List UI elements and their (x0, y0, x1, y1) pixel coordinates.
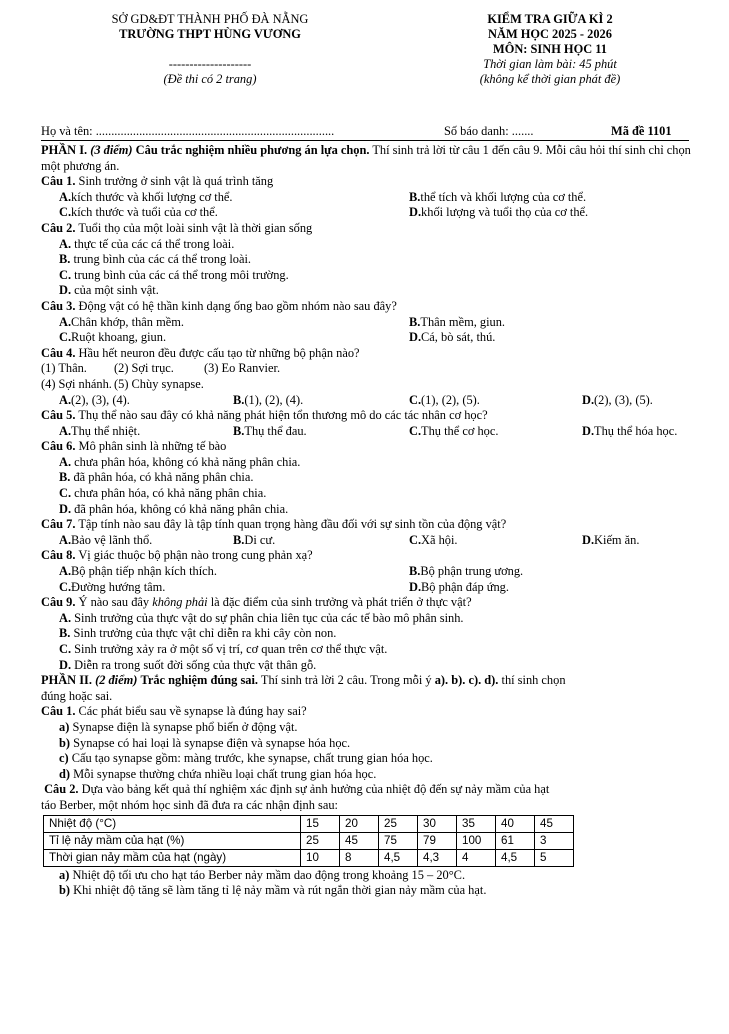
table-cell: 3 (535, 832, 574, 849)
pages-note: (Đề thi có 2 trang) (163, 72, 257, 86)
table-cell: 75 (379, 832, 418, 849)
question-1: Câu 1. Sinh trưởng ở sinh vật là quá trình tăng (41, 174, 274, 189)
table-cell: 100 (457, 832, 496, 849)
table-cell: 45 (535, 815, 574, 832)
question-6: Câu 6. Mô phân sinh là những tế bào (41, 439, 227, 454)
part2-heading: PHẦN II. (2 điểm) Trắc nghiệm đúng sai. Thí sinh trả lời 2 câu. Trong mỗi ý a). b). c). d). thí sinh chọn (41, 673, 566, 688)
table-cell: 35 (457, 815, 496, 832)
table-row (44, 815, 574, 832)
table-cell: 4,5 (496, 849, 535, 866)
exam-title: KIỂM TRA GIỮA KÌ 2 (487, 12, 613, 26)
table-row-label: Nhiệt độ (°C) (44, 815, 301, 832)
school-year: NĂM HỌC 2025 - 2026 (488, 27, 612, 41)
department-name: SỞ GD&ĐT THÀNH PHỐ ĐÀ NẴNG (111, 12, 309, 26)
table-cell: 15 (301, 815, 340, 832)
table-cell: 20 (340, 815, 379, 832)
germination-table (43, 815, 574, 867)
question-5: Câu 5. Thụ thể nào sau đây có khả năng phát hiện tổn thương mô do các tác nhân cơ học? (41, 408, 488, 423)
table-cell: 40 (496, 815, 535, 832)
dash-line: -------------------- (168, 57, 252, 71)
table-cell: 25 (301, 832, 340, 849)
exam-body: PHẦN I. (3 điểm) Câu trắc nghiệm nhiều phương án lựa chọn. Thí sinh trả lời từ câu 1 đến câu 9. Mỗi câu hỏi thí sinh chỉ chọn một phương án. Câu 1. Sinh trưởng ở sinh vật là quá trình tăng A. kích thước và khối lượng cơ thể. B. thể tích và khối lượng của cơ thể. C. kích thước và tuổi của cơ thể. D. khối lượng và tuổi thọ của cơ thể. Câu 2. Tuổi thọ của một loài sinh vật là thời gian sống A. thực tế của các cá thể trong loài. B. trung bình của các cá thể trong loài. C. trung bình của các cá thể trong môi trường. D. của một sinh vật. Câu 3. Động vật có hệ thần kinh dạng ống bao gồm nhóm nào sau đây? A. Chân khớp, thân mềm. B. Thân mềm, giun. C. Ruột khoang, giun. D. Cá, bò sát, thú. Câu 4. Hầu hết neuron đều được cấu tạo từ những bộ phận nào? (1) Thân. (2) Sợi trục. (3) Eo Ranvier. (4) Sợi nhánh. (5) Chùy synapse. A. (2), (3), (4). B. (1), (2), (4). C. (1), (2), (5). D. (2), (3), (5). Câu 5. Thụ thể nào sau đây có khả năng phát hiện tổn thương mô do các tác nhân cơ học? A. Thụ thể nhiệt. B. Thụ thể đau. C. Thụ thể cơ học. D. Thụ thể hóa học. Câu 6. Mô phân sinh là những tế bào A. chưa phân hóa, không có khả năng phân chia. B. đã phân hóa, có khả năng phân chia. C. chưa phân hóa, có khả năng phân chia. D. đã phân hóa, không có khả năng phân chia. Câu 7. Tập tính nào sau đây là tập tính quan trọng hàng đầu đối với sự sinh tồn của động vật? A. Bảo vệ lãnh thổ. B. Di cư. C. Xã hội. D. Kiếm ăn. Câu 8. Vị giác thuộc bộ phận nào trong cung phản xạ? A. Bộ phận tiếp nhận kích thích. B. Bộ phận trung ương. C. Đường hướng tâm. D. Bộ phận đáp ứng. Câu 9. Ý nào sau đây không phải là đặc điểm của sinh trưởng và phát triển ở thực vật? A. Sinh trưởng của thực vật do sự phân chia liên tục của các tế bào mô phân sinh. B. Sinh trưởng của thực vật chỉ diễn ra khi cây còn non. C. Sinh trưởng xảy ra ở một số vị trí, cơ quan trên cơ thể thực vật. D. Diễn ra trong suốt đời sống của thực vật thân gỗ. PHẦN II. (2 điểm) Trắc nghiệm đúng sai. Thí sinh trả lời 2 câu. Trong mỗi ý a). b). c). d). thí sinh chọn đúng hoặc sai. Câu 1. Các phát biểu sau về synapse là đúng hay sai? a) Synapse điện là synapse phổ biến ở động vật. b) Synapse có hai loại là synapse điện và synapse hóa học. c) Cấu tạo synapse gồm: màng trước, khe synapse, chất trung gian hóa học. d) Mỗi synapse thường chứa nhiều loại chất trung gian hóa học. Câu 2. Dựa vào bảng kết quả thí nghiệm xác định sự ảnh hưởng của nhiệt độ đến sự nảy mầm của hạt táo Berber, một nhóm học sinh đã đưa ra các nhận định sau: Nhiệt độ (°C) 15 20 25 30 35 40 45 Tỉ lệ nảy mầm của hạt (%) 25 45 75 79 100 61 3 Thời gian nảy mầm của hạt (ngày) 10 8 4,5 4,3 4 4,5 5 a) Nhiệt độ tối ưu cho hạt táo Berber nảy mầm dao động trong khoảng 15 – 20°C. b) Khi nhiệt độ tăng sẽ làm tăng tỉ lệ nảy mầm và rút ngắn thời gian nảy mầm của hạt. (41, 143, 691, 898)
question-1-options: A. kích thước và khối lượng cơ thể. B. thể tích và khối lượng của cơ thể. (59, 189, 587, 204)
time-note: (không kể thời gian phát đề) (479, 72, 621, 86)
table-row-label: Thời gian nảy mầm của hạt (ngày) (44, 849, 301, 866)
header-rule (41, 140, 689, 141)
table-cell: 4,5 (379, 849, 418, 866)
question-2: Câu 2. Tuổi thọ của một loài sinh vật là thời gian sống (41, 220, 313, 235)
part1-heading: PHẦN I. (3 điểm) Câu trắc nghiệm nhiều phương án lựa chọn. Thí sinh trả lời từ câu 1 đến câu 9. Mỗi câu hỏi thí sinh chỉ chọn một phương án. (41, 143, 691, 173)
header-right (420, 12, 680, 87)
part2-question-2: Câu 2. Dựa vào bảng kết quả thí nghiệm xác định sự ảnh hưởng của nhiệt độ đến sự nảy mầm của hạt (44, 782, 550, 797)
question-7: Câu 7. Tập tính nào sau đây là tập tính quan trọng hàng đầu đối với sự sinh tồn của động vật? (41, 517, 507, 532)
question-3: Câu 3. Động vật có hệ thần kinh dạng ống bao gồm nhóm nào sau đây? (41, 298, 397, 313)
student-id-field: Số báo danh: ....... (444, 124, 534, 138)
table-row (44, 832, 574, 849)
part2-question-1: Câu 1. Các phát biểu sau về synapse là đúng hay sai? (41, 704, 307, 719)
student-name-field: Họ và tên: ............................................................................. (41, 124, 335, 138)
subject: MÔN: SINH HỌC 11 (493, 42, 607, 56)
question-8: Câu 8. Vị giác thuộc bộ phận nào trong cung phản xạ? (41, 548, 313, 563)
question-4: Câu 4. Hầu hết neuron đều được cấu tạo từ những bộ phận nào? (41, 345, 360, 360)
table-cell: 25 (379, 815, 418, 832)
header-left (60, 12, 360, 87)
table-row (44, 849, 574, 866)
table-cell: 4 (457, 849, 496, 866)
table-cell: 8 (340, 849, 379, 866)
table-row-label: Tỉ lệ nảy mầm của hạt (%) (44, 832, 301, 849)
question-9: Câu 9. Ý nào sau đây không phải là đặc điểm của sinh trưởng và phát triển ở thực vật? (41, 595, 472, 610)
table-cell: 79 (418, 832, 457, 849)
table-cell: 30 (418, 815, 457, 832)
table-cell: 5 (535, 849, 574, 866)
table-cell: 45 (340, 832, 379, 849)
exam-code: Mã đề 1101 (611, 124, 672, 138)
table-cell: 4,3 (418, 849, 457, 866)
school-name: TRƯỜNG THPT HÙNG VƯƠNG (119, 27, 301, 41)
table-cell: 10 (301, 849, 340, 866)
student-info-row (41, 124, 689, 140)
time-limit: Thời gian làm bài: 45 phút (483, 57, 617, 71)
table-cell: 61 (496, 832, 535, 849)
